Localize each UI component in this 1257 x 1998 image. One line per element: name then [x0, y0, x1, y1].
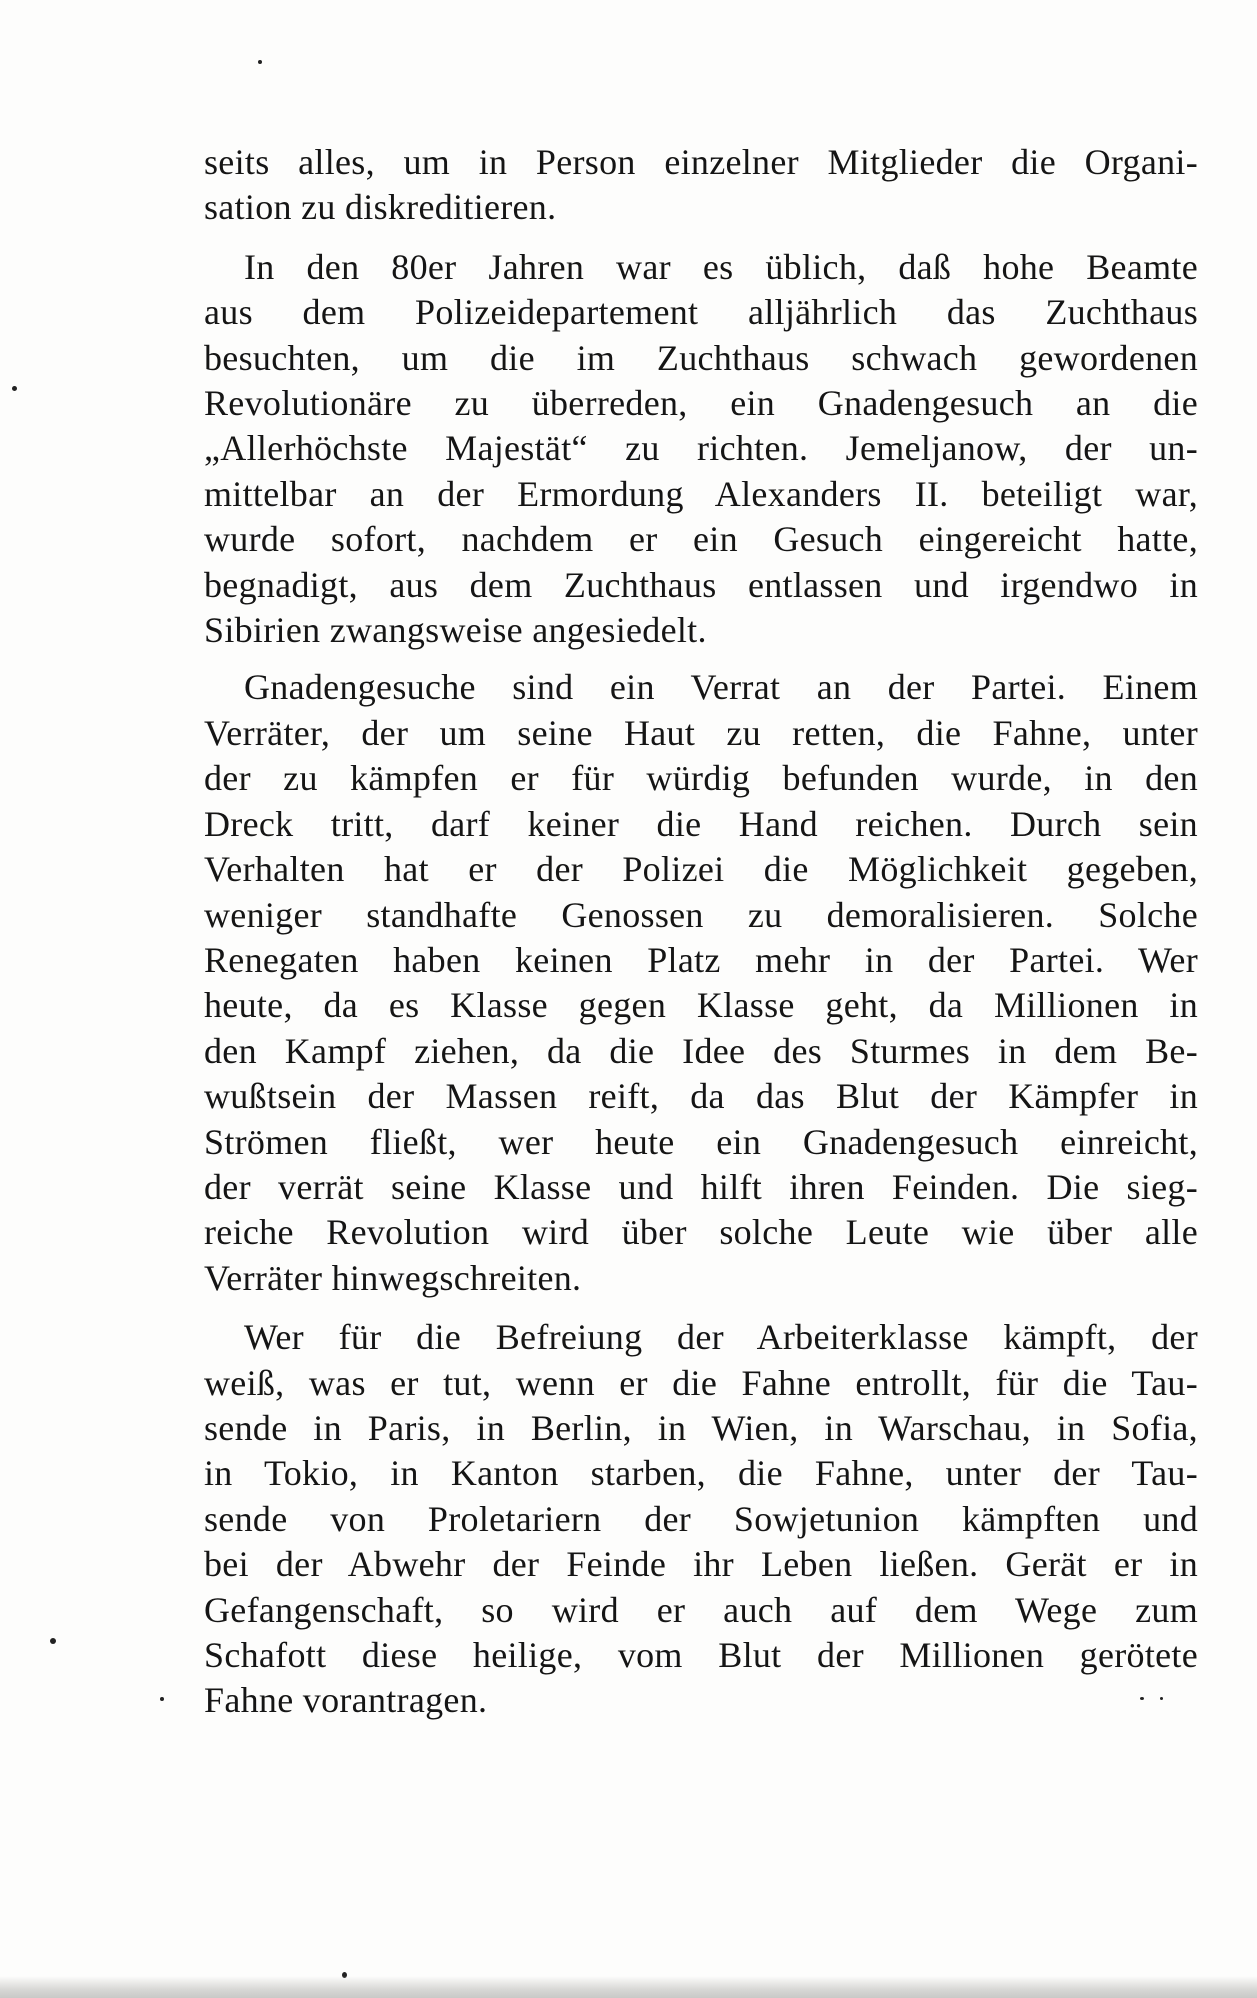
scan-speck: [1140, 1697, 1144, 1700]
text-line: Fahne vorantragen.: [204, 1680, 488, 1721]
text-line: Strömen fließt, wer heute ein Gnadengesuch einreicht,: [204, 1121, 1198, 1162]
text-line: Renegaten haben keinen Platz mehr in der Partei. Wer: [204, 939, 1198, 980]
text-line: mittelbar an der Ermordung Alexanders II. beteiligt war,: [204, 473, 1198, 514]
text-line: sende in Paris, in Berlin, in Wien, in Warschau, in Sofia,: [204, 1407, 1198, 1448]
scan-speck: [1160, 1697, 1163, 1700]
scan-speck: [258, 60, 262, 64]
paragraph: [204, 665, 1198, 1301]
text-line: Wer für die Befreiung der Arbeiterklasse kämpft, der: [244, 1317, 1198, 1358]
text-line: Revolutionäre zu überreden, ein Gnadengesuch an die: [204, 383, 1198, 424]
text-line: seits alles, um in Person einzelner Mitglieder die Organi-: [204, 142, 1198, 182]
text-line: Schafott diese heilige, vom Blut der Millionen gerötete: [204, 1635, 1198, 1675]
scan-speck: [12, 386, 17, 391]
text-line: heute, da es Klasse gegen Klasse geht, da Millionen in: [204, 985, 1198, 1026]
text-line: Sibirien zwangsweise angesiedelt.: [204, 610, 707, 651]
text-line: Gnadengesuche sind ein Verrat an der Partei. Einem: [244, 667, 1198, 708]
text-line: wurde sofort, nachdem er ein Gesuch eingereicht hatte,: [204, 519, 1198, 560]
text-line: wußtsein der Massen reift, da das Blut der Kämpfer in: [204, 1076, 1198, 1117]
text-line: sation zu diskreditieren.: [204, 187, 557, 228]
scan-edge-shadow: [0, 1976, 1257, 1998]
paragraph: [204, 245, 1198, 654]
text-line: der verrät seine Klasse und hilft ihren Feinden. Die sieg-: [204, 1166, 1198, 1207]
text-line: sende von Proletariern der Sowjetunion kämpften und: [204, 1498, 1198, 1539]
text-line: Verräter, der um seine Haut zu retten, die Fahne, unter: [204, 712, 1198, 753]
text-line: Verräter hinwegschreiten.: [204, 1257, 582, 1298]
scan-speck: [160, 1697, 164, 1701]
text-line: besuchten, um die im Zuchthaus schwach gewordenen: [204, 337, 1198, 378]
text-line: den Kampf ziehen, da die Idee des Sturmes in dem Be-: [204, 1030, 1198, 1071]
text-line: In den 80er Jahren war es üblich, daß hohe Beamte: [244, 246, 1198, 287]
text-line: „Allerhöchste Majestät“ zu richten. Jemeljanow, der un-: [204, 428, 1198, 469]
text-line: Dreck tritt, darf keiner die Hand reichen. Durch sein: [204, 803, 1198, 844]
text-line: Verhalten hat er der Polizei die Möglichkeit gegeben,: [204, 849, 1198, 890]
text-line: begnadigt, aus dem Zuchthaus entlassen und irgendwo in: [204, 564, 1198, 605]
text-line: Gefangenschaft, so wird er auch auf dem Wege zum: [204, 1589, 1198, 1630]
text-line: der zu kämpfen er für würdig befunden wurde, in den: [204, 758, 1198, 799]
text-line: reiche Revolution wird über solche Leute wie über alle: [204, 1212, 1198, 1253]
text-line: bei der Abwehr der Feinde ihr Leben ließen. Gerät er in: [204, 1544, 1198, 1585]
text-line: weniger standhafte Genossen zu demoralisieren. Solche: [204, 894, 1198, 935]
paragraph: [204, 140, 1198, 231]
page-body-text: [204, 140, 1198, 1724]
text-line: in Tokio, in Kanton starben, die Fahne, unter der Tau-: [204, 1453, 1198, 1494]
text-line: aus dem Polizeidepartement alljährlich das Zuchthaus: [204, 292, 1198, 333]
scan-speck: [50, 1638, 56, 1644]
paragraph: [204, 1315, 1198, 1724]
text-line: weiß, was er tut, wenn er die Fahne entrollt, für die Tau-: [204, 1362, 1198, 1403]
